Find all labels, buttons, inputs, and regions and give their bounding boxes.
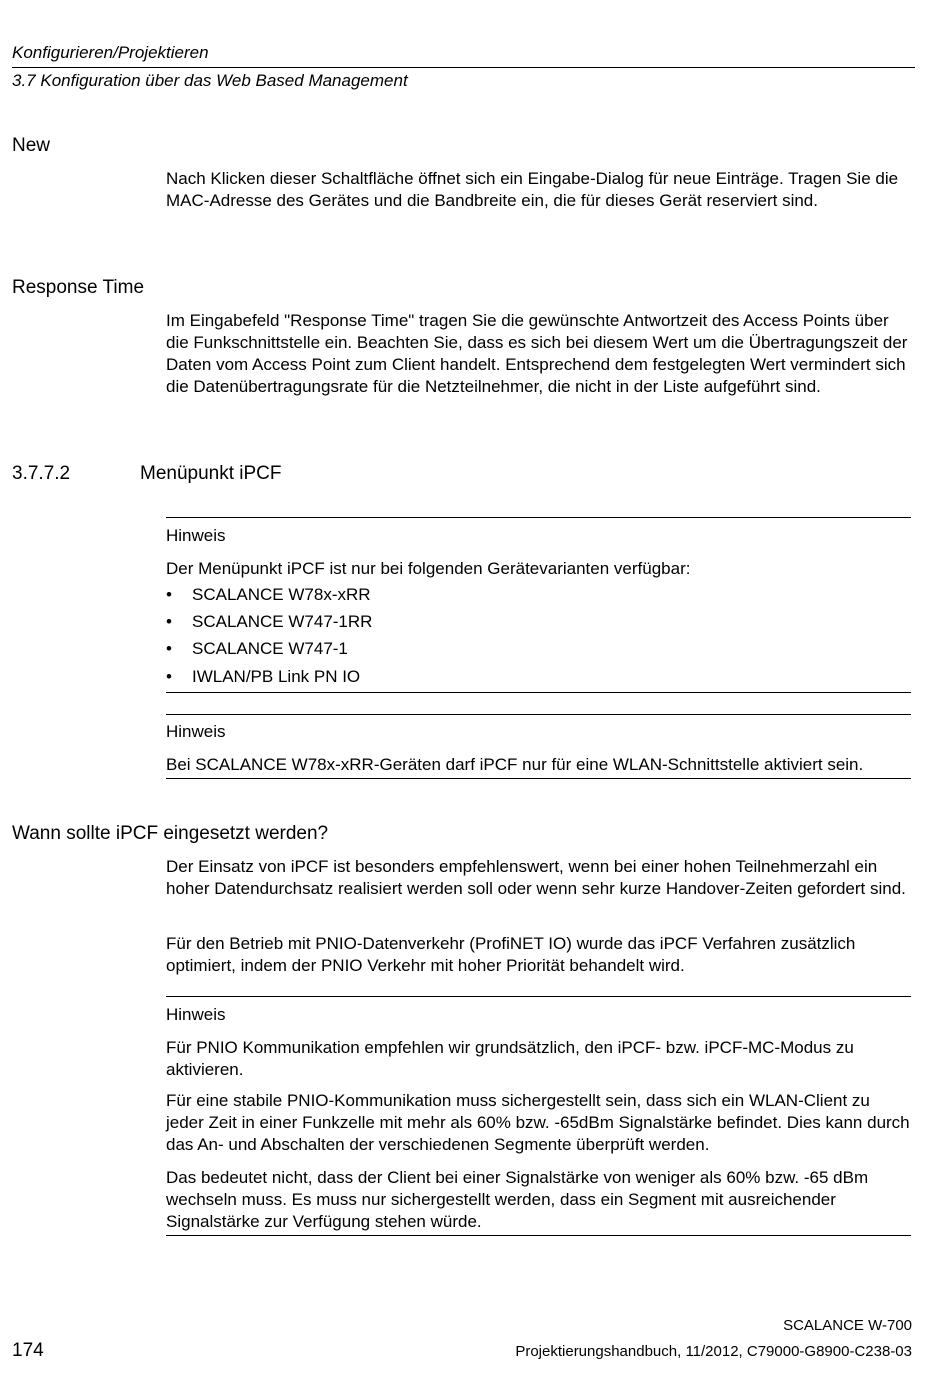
wann-text-2: Für den Betrieb mit PNIO-Datenverkehr (ProfiNET IO) wurde das iPCF Verfahren zusätzlich optimiert, indem der PNIO Verkehr mit hoher Priorität behandelt wird. xyxy=(166,934,856,975)
note1-bottom-rule xyxy=(166,692,911,693)
bullet-icon: • xyxy=(166,585,172,604)
note3-text-2: Für eine stabile PNIO-Kommunikation muss sichergestellt sein, dass sich ein WLAN-Client zu jeder Zeit in einer Funkzelle mit mehr als 60% bzw. -65dBm Signalstärke befindet. Dies kann durch das An- und Abschalten der verschiedenen Segmente überprüft werden. xyxy=(166,1091,910,1154)
note3-text-1: Für PNIO Kommunikation empfehlen wir grundsätzlich, den iPCF- bzw. iPCF-MC-Modus zu aktivieren. xyxy=(166,1038,854,1079)
list-item-text: SCALANCE W747-1RR xyxy=(192,612,373,631)
note3-paragraph-2 xyxy=(166,1090,911,1156)
section-title: Menüpunkt iPCF xyxy=(140,463,282,484)
note3-bottom-rule xyxy=(166,1235,911,1236)
bullet-icon: • xyxy=(166,667,172,686)
header-divider xyxy=(12,67,915,68)
list-item-text: IWLAN/PB Link PN IO xyxy=(192,667,361,686)
response-time-paragraph xyxy=(166,310,911,398)
note2-top-rule xyxy=(166,714,911,715)
note3-paragraph-1 xyxy=(166,1037,911,1081)
section-number: 3.7.7.2 xyxy=(12,463,71,484)
list-item xyxy=(166,585,911,607)
note1-intro xyxy=(166,558,911,580)
footer-product: SCALANCE W-700 xyxy=(783,1317,912,1334)
bullet-icon: • xyxy=(166,612,172,631)
list-item-text: SCALANCE W78x-xRR xyxy=(192,585,371,604)
response-time-heading: Response Time xyxy=(12,277,145,298)
wann-paragraph-1 xyxy=(166,856,911,900)
note3-paragraph-3 xyxy=(166,1167,911,1233)
list-item xyxy=(166,639,911,661)
new-heading: New xyxy=(12,135,51,156)
note1-heading: Hinweis xyxy=(166,526,226,545)
note3-text-3: Das bedeutet nicht, dass der Client bei einer Signalstärke von weniger als 60% bzw. -65 dBm wechseln muss. Es muss nur sichergestellt werden, dass ein Segment mit ausreichender Signalstärke zur Verfügung stehen würde. xyxy=(166,1168,869,1231)
note1-top-rule xyxy=(166,517,911,518)
note2-heading: Hinweis xyxy=(166,722,226,741)
wann-text-1: Der Einsatz von iPCF ist besonders empfehlenswert, wenn bei einer hohen Teilnehmerzahl ein hoher Datendurchsatz realisiert werden soll oder wenn sehr kurze Handover-Zeiten gefordert sind. xyxy=(166,857,906,898)
wann-heading: Wann sollte iPCF eingesetzt werden? xyxy=(12,823,329,844)
page-number: 174 xyxy=(12,1340,44,1361)
note1-intro-text: Der Menüpunkt iPCF ist nur bei folgenden Gerätevarianten verfügbar: xyxy=(166,559,691,578)
note2-bottom-rule xyxy=(166,778,911,779)
wann-paragraph-2 xyxy=(166,933,911,977)
running-header-section: 3.7 Konfiguration über das Web Based Management xyxy=(12,71,408,90)
list-item xyxy=(166,612,911,634)
footer-manual-reference: Projektierungshandbuch, 11/2012, C79000-G8900-C238-03 xyxy=(515,1343,912,1360)
note2-paragraph xyxy=(166,754,926,776)
note3-heading: Hinweis xyxy=(166,1005,226,1024)
new-text: Nach Klicken dieser Schaltfläche öffnet sich ein Eingabe-Dialog für neue Einträge. Tragen Sie die MAC-Adresse des Gerätes und die Bandbreite ein, die für dieses Gerät reserviert sind. xyxy=(166,169,899,210)
list-item-text: SCALANCE W747-1 xyxy=(192,639,348,658)
note2-text: Bei SCALANCE W78x-xRR-Geräten darf iPCF nur für eine WLAN-Schnittstelle aktiviert sein. xyxy=(166,755,864,774)
new-paragraph xyxy=(166,168,911,212)
bullet-icon: • xyxy=(166,639,172,658)
list-item xyxy=(166,667,911,689)
running-header-chapter: Konfigurieren/Projektieren xyxy=(12,43,209,62)
response-time-text: Im Eingabefeld "Response Time" tragen Sie die gewünschte Antwortzeit des Access Points über die Funkschnittstelle ein. Beachten Sie, dass es sich bei diesem Wert um die Übertragungszeit der Daten vom Access Point zum Client handelt. Entsprechend dem festgelegten Wert vermindert sich die Datenübertragungsrate für die Netzteilnehmer, die nicht in der Liste aufgeführt sind. xyxy=(166,311,908,396)
note3-top-rule xyxy=(166,996,911,997)
